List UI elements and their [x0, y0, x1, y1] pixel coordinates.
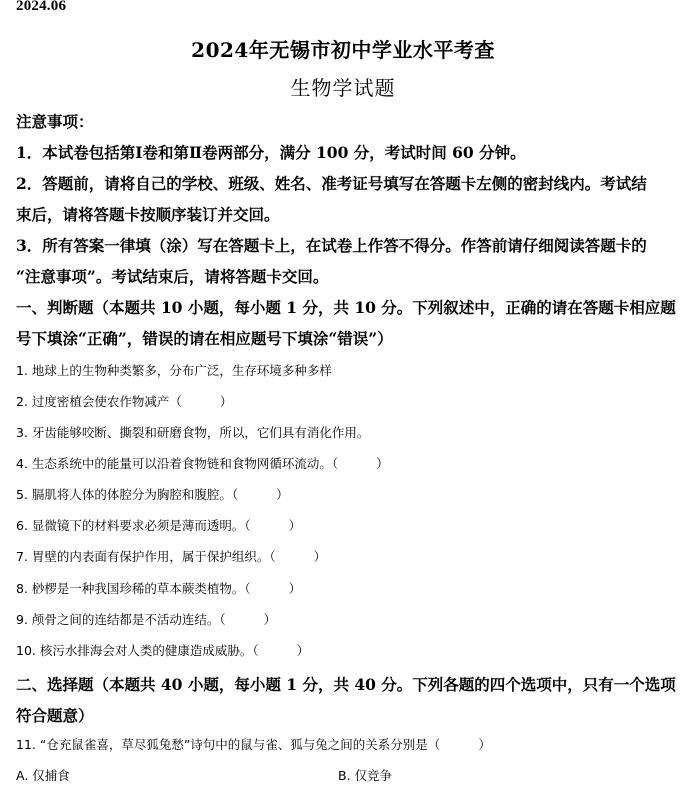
answer-paren: ） — [288, 581, 302, 596]
question-text: 3. 牙齿能够咬断、撕裂和研磨食物，所以，它们具有消化作用。 — [16, 425, 370, 440]
answer-paren: ） — [276, 487, 289, 502]
question-text: 11. “仓充鼠雀喜，草尽狐兔愁”诗句中的鼠与雀、狐与兔之间的关系分别是（ — [16, 737, 441, 752]
exam-date: 2024.06 — [16, 0, 67, 14]
note-item: 2．答题前，请将自己的学校、班级、姓名、准考证号填写在答题卡左侧的密封线内。考试结 — [16, 174, 647, 193]
question-text: 7. 胃壁的内表面有保护作用，属于保护组织。（ — [16, 549, 276, 564]
option-b: B. 仅竞争 — [338, 768, 393, 783]
question-text: 8. 桫椤是一种我国珍稀的草本蕨类植物。（ — [16, 581, 251, 596]
question-1 — [16, 361, 332, 379]
question-9 — [16, 610, 276, 628]
section2-heading-cont: 符合题意） — [16, 706, 94, 725]
question-text: 9. 颅骨之间的连结都是不活动连结。（ — [16, 612, 226, 627]
note-item: “注意事项”。考试结束后，请将答题卡交回。 — [16, 267, 329, 286]
note-item: 束后，请将答题卡按顺序装订并交回。 — [16, 205, 280, 224]
question-text: 6. 显微镜下的材料要求必须是薄而透明。（ — [16, 518, 251, 533]
answer-paren: ） — [478, 737, 491, 752]
answer-paren: ） — [313, 549, 327, 564]
option-a: A. 仅捕食 — [16, 768, 70, 783]
question-11 — [16, 735, 491, 753]
exam-subtitle: 生物学试题 — [290, 76, 396, 100]
note-item: 3．所有答案一律填（涂）写在答题卡上，在试卷上作答不得分。作答前请仔细阅读答题卡的 — [16, 236, 647, 255]
answer-paren: ） — [263, 612, 277, 627]
question-text: 4. 生态系统中的能量可以沿着食物链和食物网循环流动。（ — [16, 456, 339, 471]
question-4 — [16, 454, 389, 472]
answer-paren: ） — [219, 394, 233, 409]
answer-paren: ） — [288, 518, 302, 533]
answer-paren: ） — [376, 456, 389, 471]
question-3 — [16, 423, 369, 441]
question-10 — [16, 641, 309, 659]
note-item: 1．本试卷包括第Ⅰ卷和第Ⅱ卷两部分，满分 100 分，考试时间 60 分钟。 — [16, 143, 526, 162]
question-6 — [16, 516, 301, 534]
question-text: 2. 过度密植会使农作物减产（ — [16, 394, 182, 409]
question-5 — [16, 485, 289, 503]
exam-title: 2024年无锡市初中学业水平考查 — [191, 38, 495, 62]
question-2 — [16, 392, 232, 410]
answer-paren: ） — [296, 643, 310, 658]
question-text: 1. 地球上的生物种类繁多，分布广泛，生存环境多种多样 — [16, 363, 332, 378]
section1-heading-cont: 号下填涂“正确”，错误的请在相应题号下填涂“错误”） — [16, 329, 393, 348]
question-8 — [16, 579, 301, 597]
question-7 — [16, 547, 326, 565]
notes-heading: 注意事项： — [16, 112, 94, 131]
section1-heading: 一、判断题（本题共 10 小题，每小题 1 分，共 10 分。下列叙述中，正确的请在答题卡相应题 — [16, 298, 676, 317]
question-text: 10. 核污水排海会对人类的健康造成威胁。（ — [16, 643, 259, 658]
question-text: 5. 膈肌将人体的体腔分为胸腔和腹腔。（ — [16, 487, 239, 502]
section2-heading: 二、选择题（本题共 40 小题，每小题 1 分，共 40 分。下列各题的四个选项中，只有一个选项 — [16, 675, 676, 694]
